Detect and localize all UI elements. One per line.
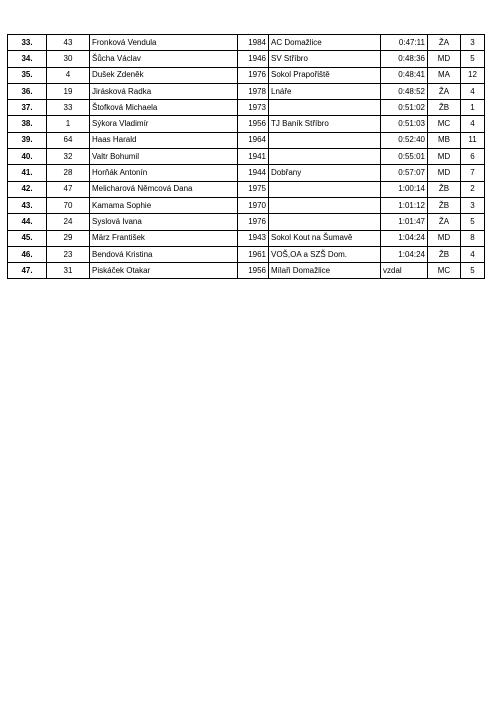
start-number-cell: 29 [47,230,90,246]
category-cell: MD [428,149,461,165]
birth-year-cell: 1973 [238,100,269,116]
runner-name-cell: Bendová Kristina [90,246,238,262]
finish-time-cell: 1:04:24 [381,246,428,262]
table-row [8,165,485,181]
category-place-cell: 7 [461,165,485,181]
category-place-cell: 2 [461,181,485,197]
finish-time-cell: 0:57:07 [381,165,428,181]
runner-name-cell: Jirásková Radka [90,83,238,99]
start-number-cell: 64 [47,132,90,148]
start-number-cell: 24 [47,214,90,230]
finish-time-cell: 1:00:14 [381,181,428,197]
club-cell [269,149,381,165]
start-number-cell: 19 [47,83,90,99]
place-cell: 34. [8,51,47,67]
place-cell: 45. [8,230,47,246]
start-number-cell: 70 [47,197,90,213]
birth-year-cell: 1944 [238,165,269,181]
birth-year-cell: 1961 [238,246,269,262]
runner-name-cell: Valtr Bohumil [90,149,238,165]
start-number-cell: 47 [47,181,90,197]
runner-name-cell: Horňák Antonín [90,165,238,181]
category-place-cell: 3 [461,35,485,51]
category-cell: ŽA [428,214,461,230]
birth-year-cell: 1964 [238,132,269,148]
start-number-cell: 30 [47,51,90,67]
category-cell: ŽB [428,197,461,213]
runner-name-cell: Syslová Ivana [90,214,238,230]
birth-year-cell: 1943 [238,230,269,246]
start-number-cell: 33 [47,100,90,116]
club-cell: TJ Baník Stříbro [269,116,381,132]
finish-time-cell: 0:51:02 [381,100,428,116]
birth-year-cell: 1970 [238,197,269,213]
table-row [8,100,485,116]
category-cell: MB [428,132,461,148]
start-number-cell: 1 [47,116,90,132]
finish-time-cell: 0:48:36 [381,51,428,67]
start-number-cell: 32 [47,149,90,165]
start-number-cell: 43 [47,35,90,51]
category-place-cell: 6 [461,149,485,165]
start-number-cell: 31 [47,263,90,279]
place-cell: 35. [8,67,47,83]
runner-name-cell: Fronková Vendula [90,35,238,51]
table-row [8,149,485,165]
place-cell: 39. [8,132,47,148]
club-cell: Sokol Kout na Šumavě [269,230,381,246]
place-cell: 36. [8,83,47,99]
category-cell: ŽA [428,83,461,99]
results-body [8,35,485,279]
birth-year-cell: 1976 [238,67,269,83]
runner-name-cell: Piskáček Otakar [90,263,238,279]
category-cell: ŽA [428,35,461,51]
table-row [8,83,485,99]
club-cell [269,197,381,213]
finish-time-cell: 1:01:12 [381,197,428,213]
finish-time-cell: 0:51:03 [381,116,428,132]
place-cell: 46. [8,246,47,262]
category-cell: MC [428,116,461,132]
place-cell: 40. [8,149,47,165]
runner-name-cell: März František [90,230,238,246]
place-cell: 33. [8,35,47,51]
category-cell: MD [428,51,461,67]
finish-time-cell: vzdal [381,263,428,279]
category-cell: ŽB [428,100,461,116]
table-row [8,35,485,51]
club-cell: Dobřany [269,165,381,181]
category-place-cell: 5 [461,51,485,67]
place-cell: 37. [8,100,47,116]
runner-name-cell: Kamama Sophie [90,197,238,213]
category-place-cell: 5 [461,263,485,279]
birth-year-cell: 1941 [238,149,269,165]
finish-time-cell: 0:48:52 [381,83,428,99]
finish-time-cell: 0:52:40 [381,132,428,148]
club-cell [269,132,381,148]
table-row [8,230,485,246]
category-cell: MD [428,230,461,246]
category-place-cell: 11 [461,132,485,148]
club-cell: SV Stříbro [269,51,381,67]
finish-time-cell: 0:47:11 [381,35,428,51]
place-cell: 47. [8,263,47,279]
runner-name-cell: Sýkora Vladimír [90,116,238,132]
birth-year-cell: 1946 [238,51,269,67]
birth-year-cell: 1976 [238,214,269,230]
runner-name-cell: Melicharová Němcová Dana [90,181,238,197]
table-row [8,67,485,83]
results-table [7,34,485,279]
table-row [8,263,485,279]
category-cell: ŽB [428,246,461,262]
birth-year-cell: 1975 [238,181,269,197]
category-place-cell: 4 [461,116,485,132]
table-row [8,181,485,197]
place-cell: 42. [8,181,47,197]
category-place-cell: 3 [461,197,485,213]
runner-name-cell: Šůcha Václav [90,51,238,67]
finish-time-cell: 0:55:01 [381,149,428,165]
finish-time-cell: 1:01:47 [381,214,428,230]
birth-year-cell: 1984 [238,35,269,51]
place-cell: 44. [8,214,47,230]
club-cell: VOŠ,OA a SZŠ Dom. [269,246,381,262]
category-place-cell: 1 [461,100,485,116]
table-row [8,132,485,148]
start-number-cell: 28 [47,165,90,181]
category-place-cell: 12 [461,67,485,83]
club-cell: Sokol Prapořiště [269,67,381,83]
table-row [8,116,485,132]
category-cell: MD [428,165,461,181]
category-cell: MC [428,263,461,279]
category-place-cell: 8 [461,230,485,246]
table-row [8,246,485,262]
runner-name-cell: Haas Harald [90,132,238,148]
birth-year-cell: 1956 [238,116,269,132]
birth-year-cell: 1978 [238,83,269,99]
finish-time-cell: 0:48:41 [381,67,428,83]
table-row [8,214,485,230]
club-cell: Mílaři Domažlice [269,263,381,279]
club-cell: Lnáře [269,83,381,99]
start-number-cell: 4 [47,67,90,83]
runner-name-cell: Dušek Zdeněk [90,67,238,83]
birth-year-cell: 1956 [238,263,269,279]
club-cell [269,181,381,197]
category-place-cell: 4 [461,83,485,99]
club-cell [269,100,381,116]
table-row [8,197,485,213]
table-row [8,51,485,67]
club-cell: AC Domažlice [269,35,381,51]
place-cell: 38. [8,116,47,132]
place-cell: 43. [8,197,47,213]
finish-time-cell: 1:04:24 [381,230,428,246]
category-cell: ŽB [428,181,461,197]
category-cell: MA [428,67,461,83]
runner-name-cell: Štofková Michaela [90,100,238,116]
club-cell [269,214,381,230]
category-place-cell: 5 [461,214,485,230]
start-number-cell: 23 [47,246,90,262]
place-cell: 41. [8,165,47,181]
category-place-cell: 4 [461,246,485,262]
